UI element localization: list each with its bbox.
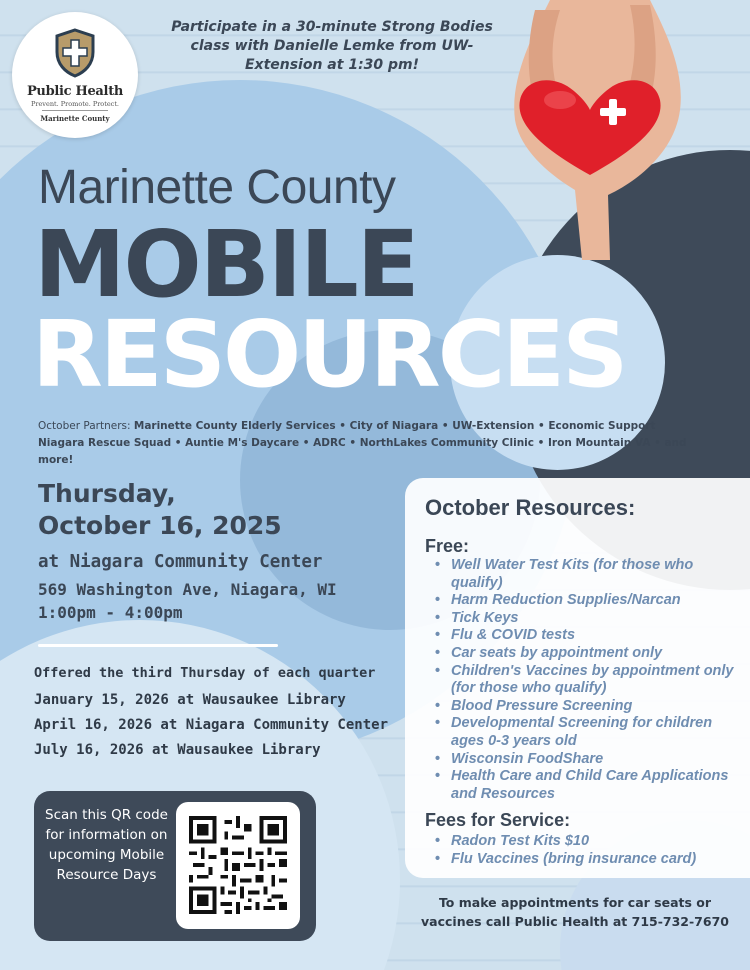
free-heading: Free: [425, 536, 470, 556]
list-item: • Developmental Screening for children ages 0-3 years old [435, 715, 735, 750]
list-item: • Harm Reduction Supplies/Narcan [435, 592, 735, 610]
schedule-dates [34, 688, 388, 763]
list-item: • Flu Vaccines (bring insurance card) [435, 851, 735, 869]
list-item: • Health Care and Child Care Applications and Resources [435, 768, 735, 803]
partners-list [38, 418, 718, 469]
logo-county: Marinette County [40, 114, 110, 123]
resources-title: October Resources: [425, 495, 636, 520]
partners-label: October Partners: [38, 420, 134, 432]
class-announcement: Participate in a 30-minute Strong Bodies class with Danielle Lemke from UW-Extension at 1:30 pm! [171, 19, 493, 73]
list-item: • Wisconsin FoodShare [435, 751, 735, 769]
logo-tagline: Prevent. Promote. Protect. [30, 100, 119, 108]
qr-panel [34, 791, 316, 941]
list-item: • Flu & COVID tests [435, 627, 735, 645]
event-date [38, 478, 282, 542]
list-item: • Well Water Test Kits (for those who qualify) [435, 557, 735, 592]
qr-card [176, 802, 300, 929]
event-venue: at Niagara Community Center [38, 552, 323, 572]
partners-line-2: Niagara Rescue Squad • Auntie M's Daycare • ADRC • NorthLakes Community Clinic • Iron Mountain VA • and more! [38, 437, 687, 466]
event-day: October 16, 2025 [38, 511, 282, 540]
fees-heading: Fees for Service: [425, 810, 571, 830]
title-resources: RESOURCES [32, 301, 626, 408]
shield-cross-icon [55, 28, 95, 82]
qr-caption: Scan this QR code for information on upcoming Mobile Resource Days [45, 807, 168, 883]
schedule-date: April 16, 2026 at Niagara Community Center [34, 717, 389, 733]
schedule-date: January 15, 2026 at Wausaukee Library [34, 692, 346, 708]
list-item: • Tick Keys [435, 610, 735, 628]
fees-list [435, 833, 735, 868]
hands-heart-image [490, 0, 690, 260]
free-list [435, 557, 735, 803]
qr-code-icon[interactable] [189, 816, 287, 914]
list-item: • Radon Test Kits $10 [435, 833, 735, 851]
list-item: • Children's Vaccines by appointment only (for those who qualify) [435, 663, 735, 698]
section-divider [38, 644, 278, 647]
logo-divider [42, 110, 108, 111]
event-weekday: Thursday, [38, 479, 176, 508]
public-health-logo [12, 12, 138, 138]
event-address-block [38, 578, 337, 624]
list-item: • Blood Pressure Screening [435, 698, 735, 716]
event-time: 1:00pm - 4:00pm [38, 603, 183, 622]
list-item: • Car seats by appointment only [435, 645, 735, 663]
logo-name: Public Health [26, 84, 124, 99]
title-mobile: MOBILE [34, 211, 418, 318]
event-address: 569 Washington Ave, Niagara, WI [38, 580, 337, 599]
partners-line-1: Marinette County Elderly Services • City of Niagara • UW-Extension • Economic Support [133, 420, 656, 432]
resources-card [405, 478, 750, 878]
title-county: Marinette County [38, 161, 396, 214]
schedule-note: Offered the third Thursday of each quarter [34, 665, 376, 681]
appointment-info: To make appointments for car seats or vaccines call Public Health at 715-732-7670 [421, 895, 729, 929]
schedule-date: July 16, 2026 at Wausaukee Library [34, 742, 321, 758]
